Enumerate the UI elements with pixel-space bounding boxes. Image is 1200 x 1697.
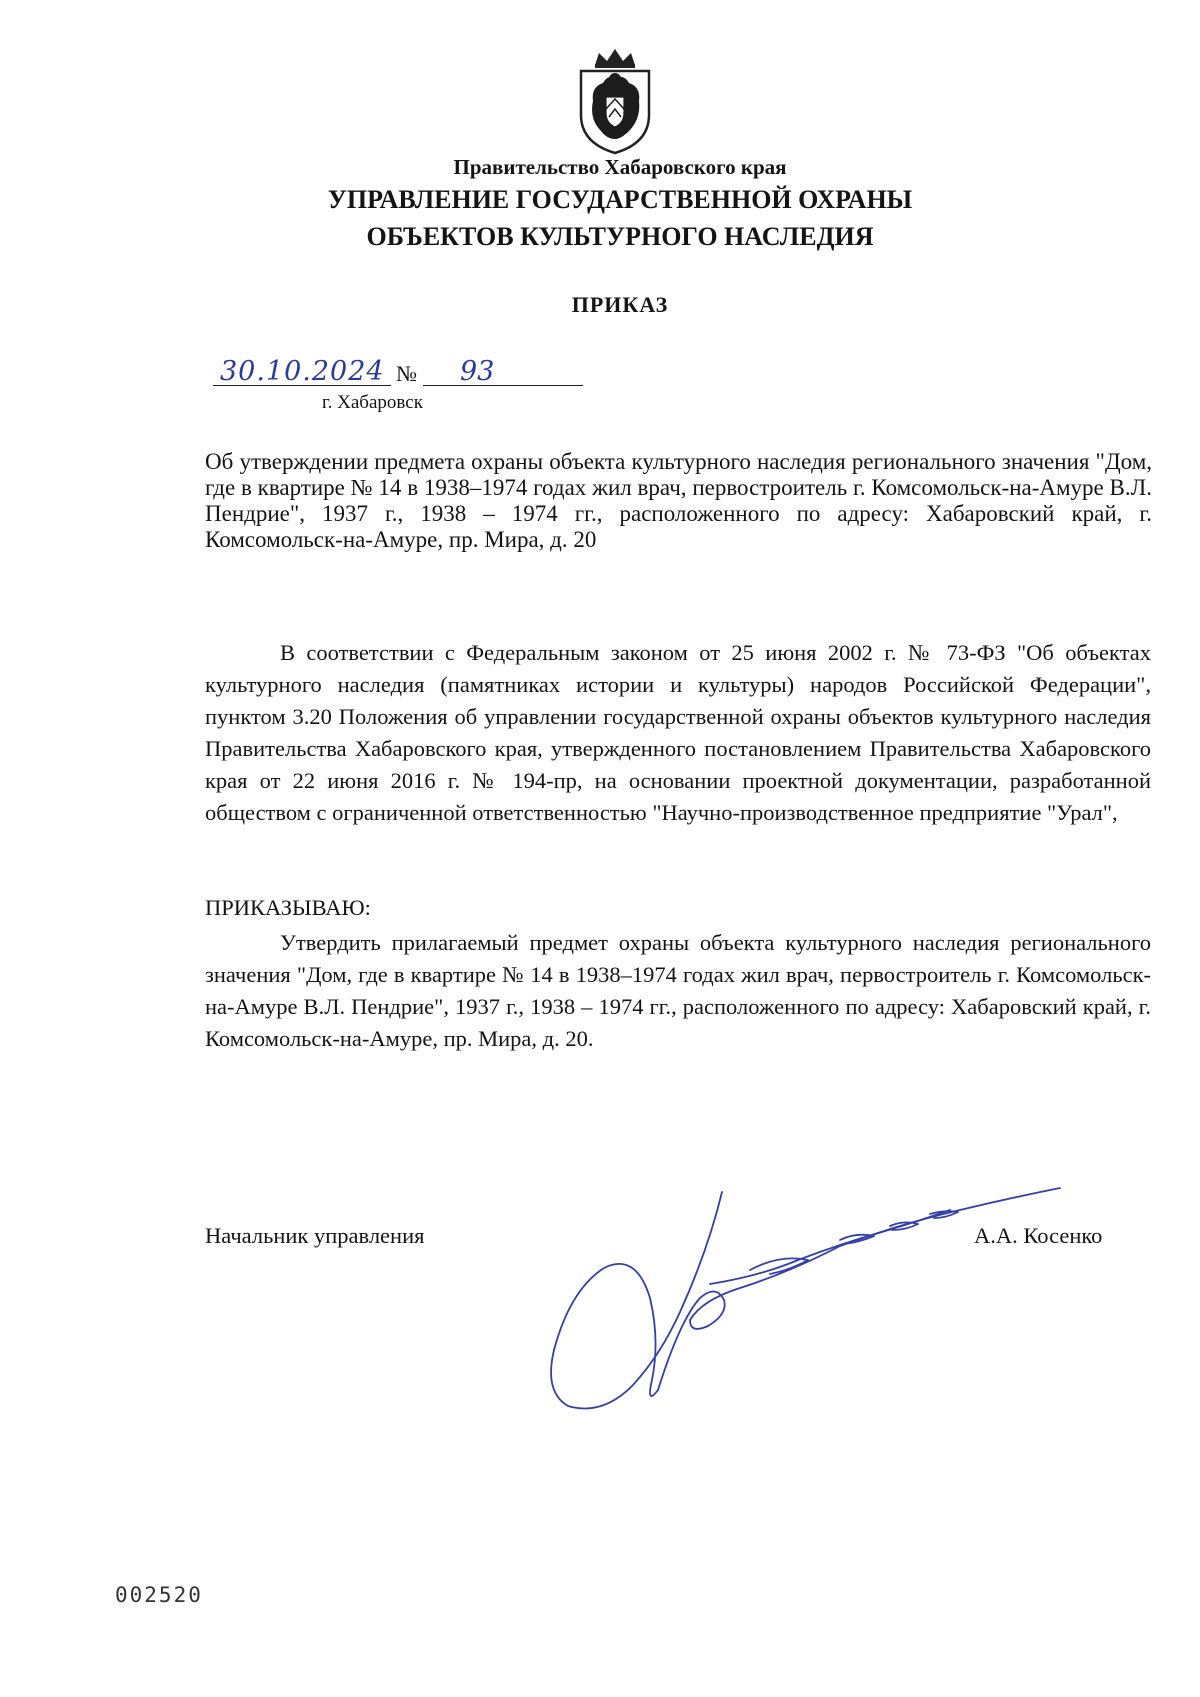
document-number: 93 [460, 356, 495, 387]
coat-of-arms-icon [573, 47, 657, 157]
signer-position: Начальник управления [205, 1223, 425, 1248]
document-city: г. Хабаровск [322, 392, 423, 413]
serial-number: 002520 [115, 1583, 203, 1607]
number-underline [423, 385, 583, 386]
document-type-heading: ПРИКАЗ [571, 292, 669, 317]
date-underline [213, 385, 391, 386]
handwritten-signature-icon [540, 1180, 1080, 1420]
government-name: Правительство Хабаровского края [453, 155, 787, 179]
department-name-line-1: УПРАВЛЕНИЕ ГОСУДАРСТВЕННОЙ ОХРАНЫ [327, 185, 913, 214]
preamble-paragraph: В соответствии с Федеральным законом от 25 июня 2002 г. № 73-ФЗ "Об объектах культурного наследия (памятниках истории и культуры) народов Российской Федерации", пунктом 3.20 Положения об управлении государственной охраны объектов культурного наследия Правительства Хабаровского края, утвержденного постановлением Правительства Хабаровского края от 22 июня 2016 г. № 194-пр, на основании проектной документации, разработанной обществом с ограниченной ответственностью "Научно-производственное предприятие "Урал", [205, 640, 1151, 825]
document-subject: Об утверждении предмета охраны объекта культурного наследия регионального значения "Дом, где в квартире № 14 в 1938–1974 годах жил врач, первостроитель г. Комсомольск-на-Амуре В.Л. Пендрие", 1937 г., 1938 – 1974 гг., расположенного по адресу: Хабаровский край, г. Комсомольск-на-Амуре, пр. Мира, д. 20 [205, 449, 1152, 552]
signer-name: А.А. Косенко [974, 1223, 1103, 1248]
department-name-line-2: ОБЪЕКТОВ КУЛЬТУРНОГО НАСЛЕДИЯ [366, 222, 874, 251]
order-paragraph: Утвердить прилагаемый предмет охраны объекта культурного наследия регионального значения "Дом, где в квартире № 14 в 1938–1974 годах жил врач, первостроитель г. Комсомольск-на-Амуре В.Л. Пендрие", 1937 г., 1938 – 1974 гг., расположенного по адресу: Хабаровский край, г. Комсомольск-на-Амуре, пр. Мира, д. 20. [205, 930, 1151, 1051]
order-keyword: ПРИКАЗЫВАЮ: [205, 895, 371, 920]
document-date: 30.10.2024 [220, 356, 385, 387]
number-sign: № [396, 361, 417, 386]
